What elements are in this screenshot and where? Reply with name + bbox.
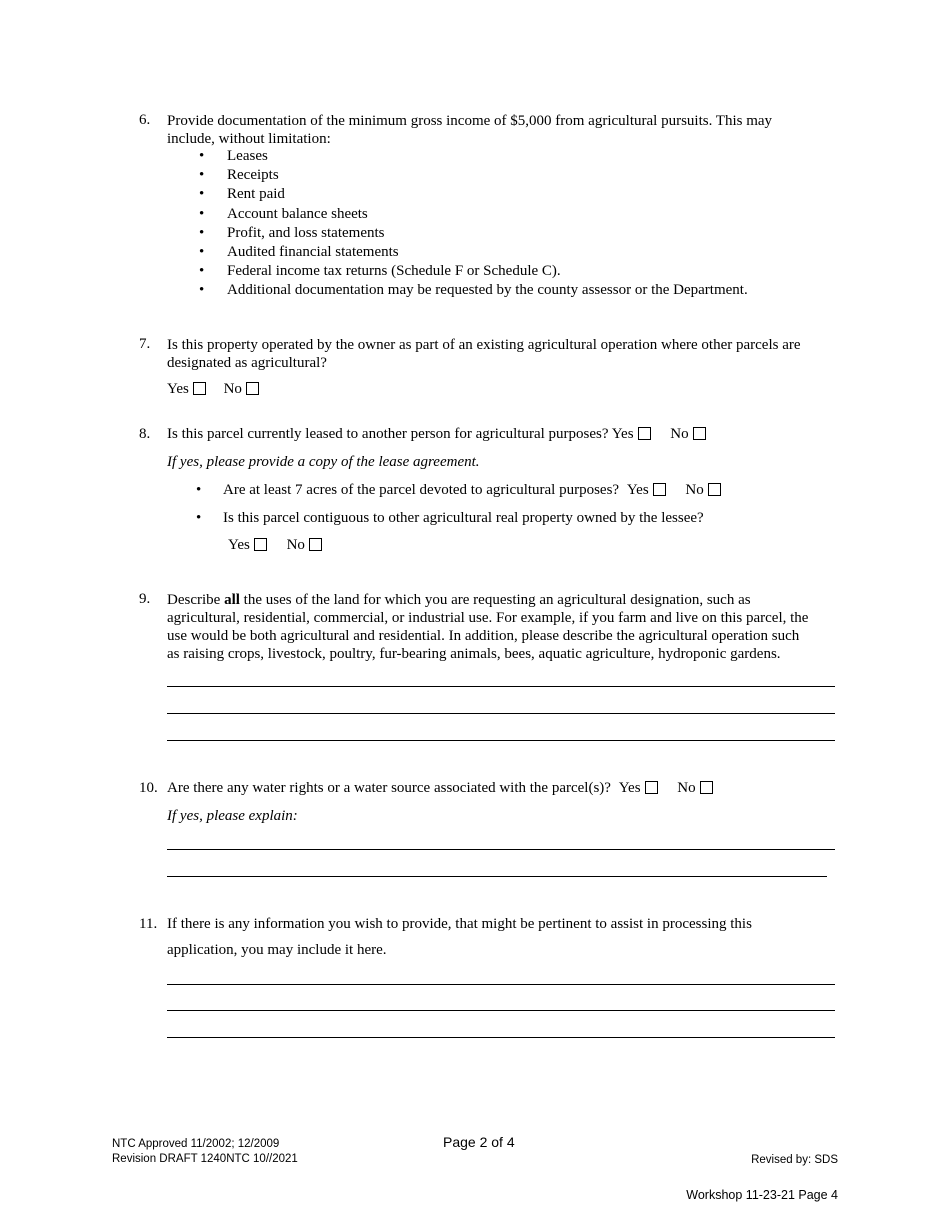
page-number: Page 2 of 4: [443, 1134, 515, 1150]
bullet-icon: •: [196, 482, 202, 498]
sub-1-label: Are at least 7 acres of the parcel devoted to agricultural purposes?: [223, 482, 620, 498]
question-9-line-4: as raising crops, livestock, poultry, fur-bearing animals, bees, aquatic agriculture, hydroponic gardens.: [167, 646, 781, 662]
list-item: • Account balance sheets: [167, 205, 748, 224]
question-7-number: 7.: [139, 336, 151, 352]
q8-no-checkbox[interactable]: [693, 427, 706, 440]
question-11-line-2: application, you may include it here.: [167, 942, 387, 958]
yes-label: Yes: [611, 426, 634, 442]
question-8-note: If yes, please provide a copy of the lease agreement.: [167, 454, 480, 470]
question-7-text: [167, 336, 837, 372]
question-10-label: Are there any water rights or a water source associated with the parcel(s)?: [167, 780, 611, 796]
footer-workshop: Workshop 11-23-21 Page 4: [686, 1188, 838, 1202]
no-label: No: [286, 537, 305, 553]
question-11-number: 11.: [139, 916, 158, 932]
documentation-list: [167, 147, 748, 301]
no-label: No: [670, 426, 689, 442]
yes-label: Yes: [228, 537, 250, 553]
question-11-line-1: If there is any information you wish to provide, that might be pertinent to assist in processing this: [167, 916, 752, 932]
question-10-number: 10.: [139, 780, 158, 796]
q8-sub2-yes-checkbox[interactable]: [254, 538, 267, 551]
q7-yes-checkbox[interactable]: [193, 382, 206, 395]
answer-line[interactable]: [167, 713, 835, 714]
bullet-icon: •: [196, 510, 202, 526]
answer-line[interactable]: [167, 876, 827, 877]
question-9-text: [167, 591, 847, 663]
question-10-text: [167, 780, 713, 797]
question-8-text: [167, 426, 706, 443]
question-6-line-2: include, without limitation:: [167, 131, 331, 147]
answer-line[interactable]: [167, 1010, 835, 1011]
question-6-text: [167, 112, 837, 148]
question-8-sub-2: Is this parcel contiguous to other agricultural real property owned by the lessee?: [223, 510, 704, 526]
q8-yes-checkbox[interactable]: [638, 427, 651, 440]
question-8-number: 8.: [139, 426, 151, 442]
question-8-label: Is this parcel currently leased to another person for agricultural purposes?: [167, 426, 609, 442]
no-label: No: [223, 381, 242, 397]
answer-line[interactable]: [167, 984, 835, 985]
list-item: • Rent paid: [167, 185, 748, 204]
list-item: • Profit, and loss statements: [167, 224, 748, 243]
list-item: • Audited financial statements: [167, 243, 748, 262]
q10-no-checkbox[interactable]: [700, 781, 713, 794]
question-11-text: [167, 916, 847, 959]
answer-line[interactable]: [167, 686, 835, 687]
list-item: • Additional documentation may be requested by the county assessor or the Department.: [167, 281, 748, 300]
yes-label: Yes: [618, 780, 641, 796]
yes-label: Yes: [626, 482, 649, 498]
q8-sub1-no-checkbox[interactable]: [708, 483, 721, 496]
question-7-answer: [167, 381, 259, 398]
no-label: No: [685, 482, 704, 498]
question-9-line-2: agricultural, residential, commercial, or industrial use. For example, if you farm and live on this parcel, the: [167, 610, 809, 626]
list-item: • Federal income tax returns (Schedule F or Schedule C).: [167, 262, 748, 281]
question-10-note: If yes, please explain:: [167, 808, 298, 824]
question-8-sub-1: [223, 482, 721, 499]
answer-line[interactable]: [167, 740, 835, 741]
footer-approved: NTC Approved 11/2002; 12/2009: [112, 1138, 280, 1150]
question-7-line-1: Is this property operated by the owner as part of an existing agricultural operation where other parcels are: [167, 337, 801, 353]
q8-sub2-no-checkbox[interactable]: [309, 538, 322, 551]
question-6-number: 6.: [139, 112, 151, 128]
emphasis: all: [224, 592, 240, 608]
yes-label: Yes: [167, 381, 189, 397]
footer-revision: Revision DRAFT 1240NTC 10//2021: [112, 1153, 298, 1165]
no-label: No: [677, 780, 696, 796]
question-7-line-2: designated as agricultural?: [167, 355, 327, 371]
q10-yes-checkbox[interactable]: [645, 781, 658, 794]
question-8-sub-2-answer: [228, 537, 322, 554]
q7-no-checkbox[interactable]: [246, 382, 259, 395]
question-6-line-1: Provide documentation of the minimum gross income of $5,000 from agricultural pursuits. This may: [167, 113, 773, 129]
q8-sub1-yes-checkbox[interactable]: [653, 483, 666, 496]
answer-line[interactable]: [167, 1037, 835, 1038]
question-9-line-3: use would be both agricultural and residential. In addition, please describe the agricultural operation such: [167, 628, 800, 644]
footer-revised-by: Revised by: SDS: [751, 1154, 838, 1166]
question-9-number: 9.: [139, 591, 151, 607]
question-9-line-1: Describe all the uses of the land for which you are requesting an agricultural designation, such as: [167, 592, 751, 608]
list-item: • Receipts: [167, 166, 748, 185]
answer-line[interactable]: [167, 849, 835, 850]
list-item: • Leases: [167, 147, 748, 166]
footer-left: [112, 1137, 298, 1167]
